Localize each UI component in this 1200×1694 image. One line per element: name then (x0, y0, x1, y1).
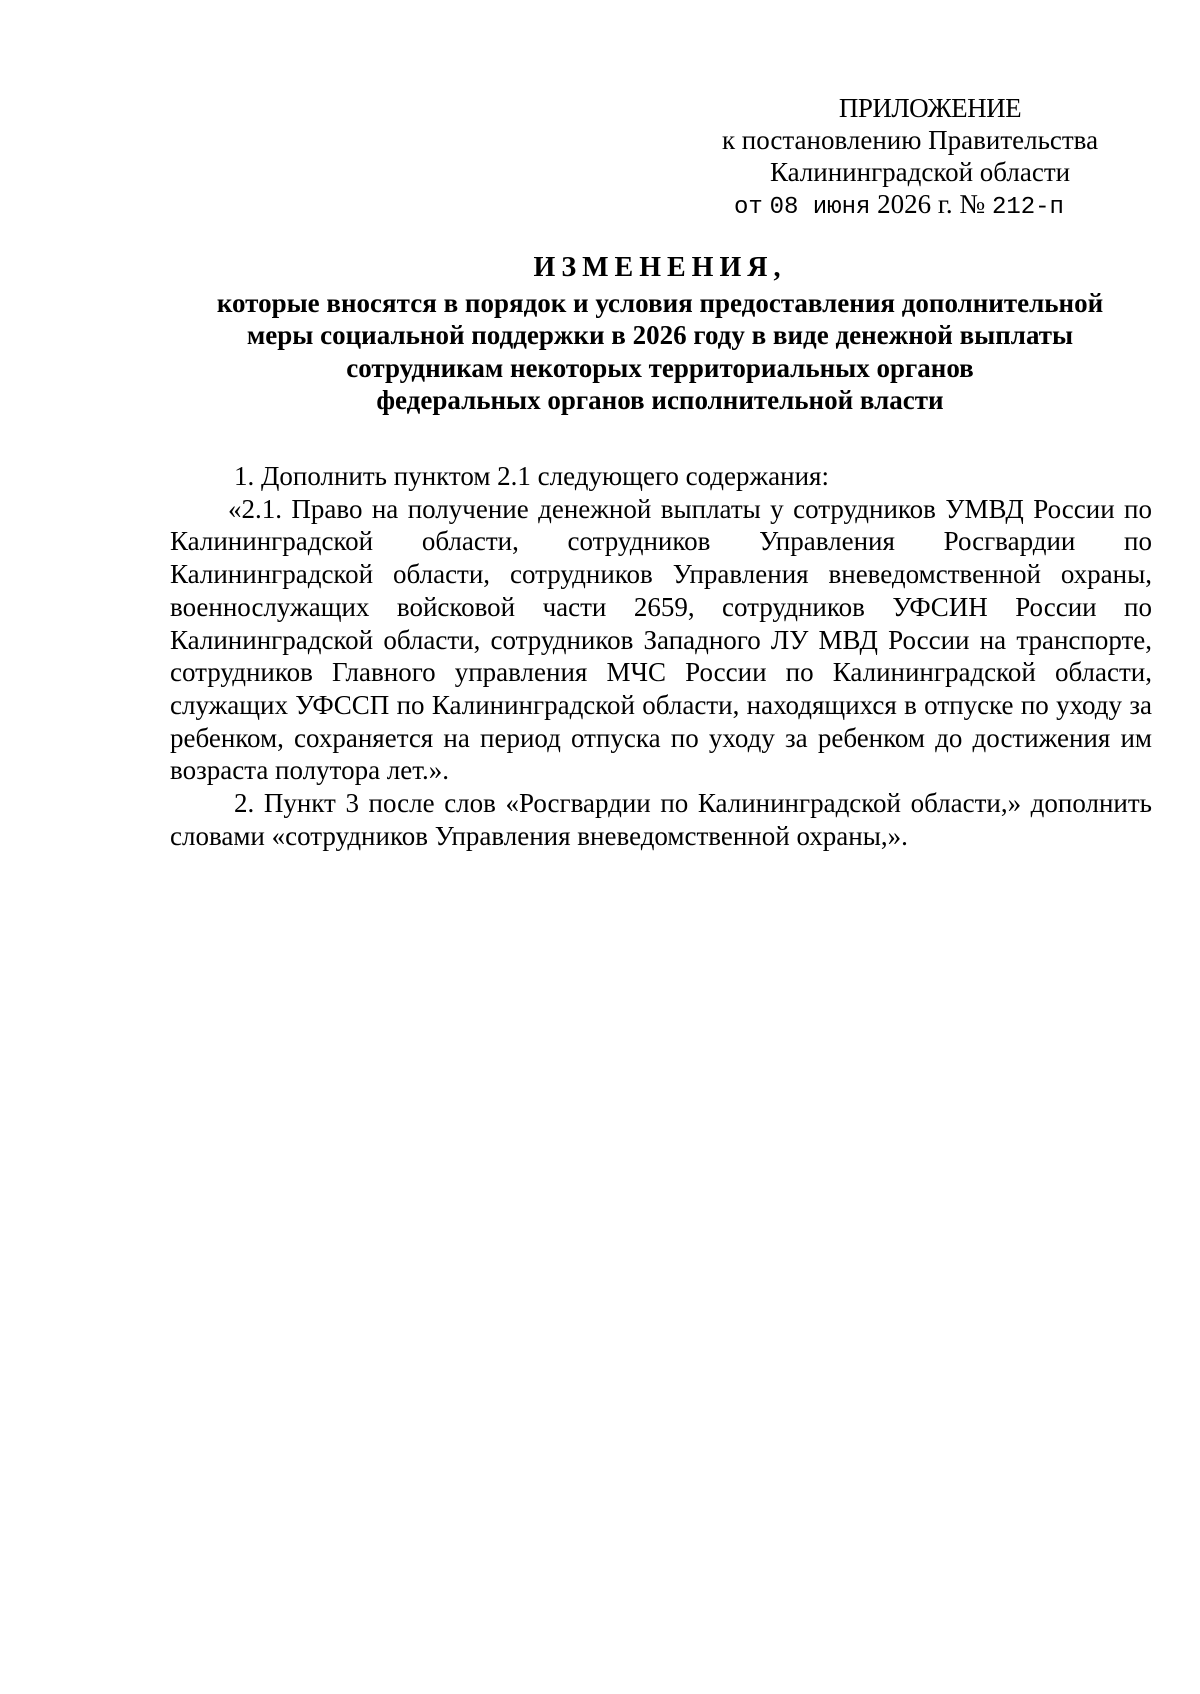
appendix-heading: ПРИЛОЖЕНИЕ (838, 93, 1022, 123)
paragraph-item-1: 1. Дополнить пунктом 2.1 следующего содержания: (234, 461, 829, 491)
title-line-1: которые вносятся в порядок и условия предоставления дополнительной (216, 287, 1104, 318)
appendix-line-1: к постановлению Правительства (721, 125, 1099, 155)
date-prefix: от (734, 194, 763, 221)
paragraph-item-1-text: «2.1. Право на получение денежной выплаты у сотрудников УМВД России по Калининградской области, сотрудников Управления Росгвардии по Калининградской области, сотрудников Управления вневедомственной охраны, военнослужащих войсковой части 2659, сотрудников УФСИН России по Калининградской области, сотрудников Западного ЛУ МВД России на транспорте, сотрудников Главного управления МЧС России по Калининградской области, служащих УФССП по Калининградской области, находящихся в отпуске по уходу за ребенком, сохраняется на период отпуска по уходу за ребенком до достижения им возраста полутора лет.». (170, 493, 1152, 786)
appendix-date-line (734, 188, 1120, 224)
title-line-3: сотрудникам некоторых территориальных органов (346, 352, 974, 383)
title-line-4: федеральных органов исполнительной власти (376, 385, 944, 415)
date-day-month: 08 июня (769, 194, 871, 221)
title-main: ИЗМЕНЕНИЯ, (533, 252, 787, 283)
appendix-line-2: Калининградской области (769, 157, 1071, 187)
document-body (170, 460, 1152, 852)
paragraph-item-2: 2. Пункт 3 после слов «Росгвардии по Калининградской области,» дополнить словами «сотрудников Управления вневедомственной охраны,». (170, 788, 1152, 851)
date-year: 2026 г. № (877, 189, 986, 219)
title-line-2: меры социальной поддержки в 2026 году в виде денежной выплаты (246, 320, 1074, 350)
date-number: 212-п (991, 194, 1064, 221)
document-title (170, 252, 1150, 417)
appendix-header (700, 92, 1120, 224)
